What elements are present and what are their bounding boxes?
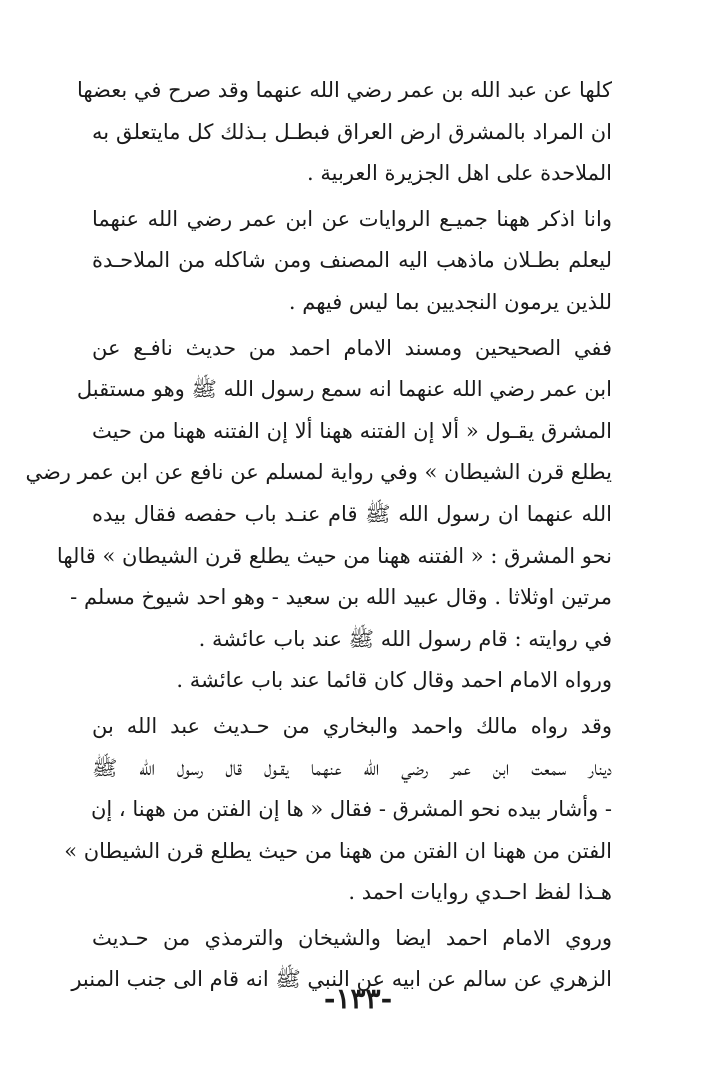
body-text — [25, 70, 612, 1001]
text-line: نحو المشرق : « الفتنه ههنا من حيث يطلع قرن الشيطان » قالها — [56, 543, 612, 568]
text-line: الملاحدة على اهل الجزيرة العربية . — [307, 161, 612, 186]
text-line: ان المراد بالمشرق ارض العراق فبطـل بـذلك كل مايتعلق به — [92, 119, 612, 144]
text-line: هـذا لفظ احـدي روايات احمد . — [348, 880, 612, 905]
text-line: ليعلم بطـلان ماذهب اليه المصنف ومن شاكله من الملاحـدة — [92, 248, 612, 273]
text-line: الله عنهما ان رسول الله ﷺ قام عنـد باب حفصه فقال بيده — [92, 501, 612, 526]
text-line: كلها عن عبد الله بن عمر رضي الله عنهما وقد صرح في بعضها — [76, 78, 612, 102]
text-line: الفتن من ههنا ان الفتن من ههنا من حيث يطلع قرن الشيطان » — [64, 838, 612, 863]
text-line: وانا اذكر ههنا جميـع الروايات عن ابن عمر رضي الله عنهما — [92, 206, 612, 231]
text-line: دينار سمعت ابن عمر رضي الله عنهما يقـول قال رسول الله ﷺ — [92, 755, 612, 780]
text-line: وروي الامام احمد ايضا والشيخان والترمذي من حـديث — [92, 925, 612, 950]
text-line: الزهري عن سالم عن ابيه عن النبي ﷺ انه قام الى جنب المنبر — [71, 967, 612, 992]
text-line: ابن عمر رضي الله عنهما انه سمع رسول الله ﷺ وهو مستقبل — [76, 377, 612, 402]
text-line: - وأشار بيده نحو المشرق - فقال « ها إن الفتن من ههنا ، إن — [90, 797, 612, 822]
text-line: وقد رواه مالك واحمد والبخاري من حـديث عبد الله بن — [92, 713, 612, 738]
text-line: ففي الصحيحين ومسند الامام احمد من حديث نافـع عن — [92, 335, 612, 360]
text-line: مرتين اوثلاثا . وقال عبيد الله بن سعيد - وهو احد شيوخ مسلم - — [70, 585, 612, 610]
text-line: يطلع قرن الشيطان » وفي رواية لمسلم عن نافع عن ابن عمر رضي — [25, 460, 612, 485]
text-line: المشرق يقـول « ألا إن الفتنه ههنا ألا إن الفتنه ههنا من حيث — [92, 418, 612, 443]
text-line: للذين يرمون النجديين بما ليس فيهم . — [288, 289, 612, 314]
text-line: في روايته : قام رسول الله ﷺ عند باب عائشة . — [198, 626, 612, 651]
page-number: -١٣٣- — [323, 982, 393, 1015]
text-line: ورواه الامام احمد وقال كان قائما عند باب عائشة . — [176, 668, 612, 693]
